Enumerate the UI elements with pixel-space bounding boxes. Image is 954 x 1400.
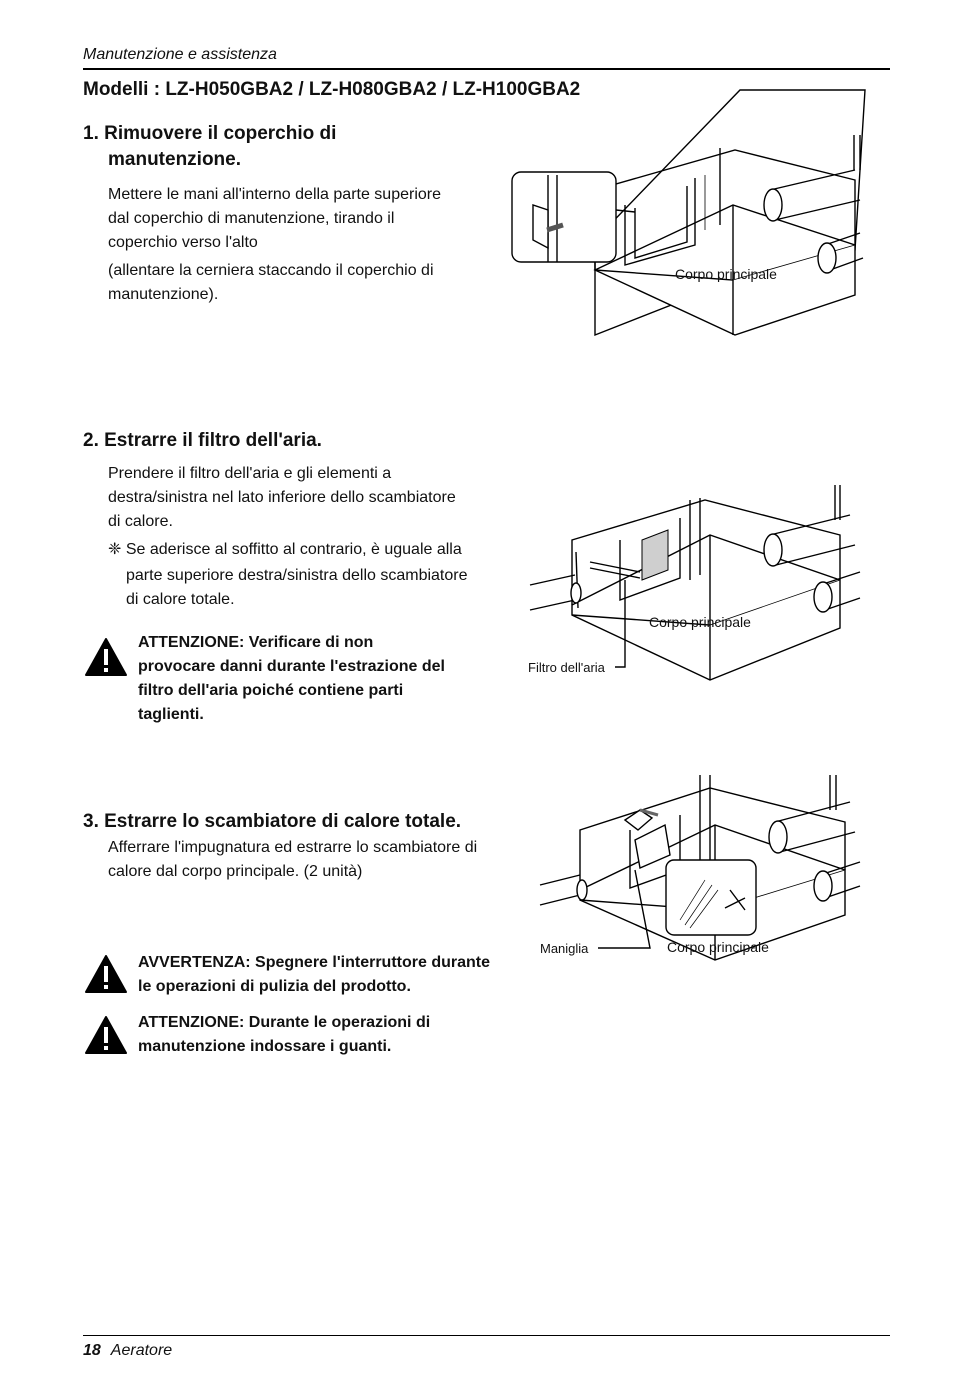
warning-triangle-icon [84,1015,128,1055]
step1-text-line: Mettere le mani all'interno della parte superiore [108,186,442,203]
fig2-label-body: Corpo principale [649,614,751,630]
step2-note-line: di calore totale. [126,591,235,608]
warning-line: le operazioni di pulizia del prodotto. [138,978,411,995]
step1-text-line: (allentare la cerniera staccando il coperchio di [108,262,434,279]
step2-note-line: ❈ Se aderisce al soffitto al contrario, è uguale alla [108,541,462,558]
step1-text-line: dal coperchio di manutenzione, tirando il [108,210,395,227]
footer-title: Aeratore [110,1342,173,1359]
fig2-label-filter: Filtro dell'aria [528,660,605,675]
step3-text [108,836,533,884]
warning-triangle-icon [84,637,128,677]
step3-warning-1 [138,951,518,999]
step3-title: 3. Estrarre lo scambiatore di calore totale. [83,811,462,832]
warning-line: ATTENZIONE: Durante le operazioni di [138,1014,431,1031]
warning-line: AVVERTENZA: Spegnere l'interruttore durante [138,954,490,971]
step3-warning-2 [138,1011,518,1059]
fig1-label-body: Corpo principale [675,266,777,282]
step1-title-line2: manutenzione. [108,149,242,170]
step1-title-line1: 1. Rimuovere il coperchio di [83,123,337,144]
warning-triangle-icon [84,954,128,994]
figure-remove-cover [505,130,895,345]
step3-text-line: calore dal corpo principale. (2 unità) [108,863,363,880]
page-number: 18 [83,1342,101,1359]
step2-text-line: di calore. [108,513,173,530]
step1-text-line: manutenzione). [108,286,219,303]
step2-text-line: Prendere il filtro dell'aria e gli elementi a [108,465,392,482]
footer-divider [83,1335,890,1336]
step1-text [108,183,508,307]
header-divider [83,68,890,70]
figure-air-filter [530,480,895,690]
step2-text-line: destra/sinistra nel lato inferiore dello scambiatore [108,489,456,506]
fig3-label-body: Corpo principale [667,939,769,955]
warning-line: provocare danni durante l'estrazione del [138,658,445,675]
step1-text-line: coperchio verso l'alto [108,234,258,251]
step2-warning [138,631,518,727]
warning-line: ATTENZIONE: Verificare di non [138,634,374,651]
page-footer [83,1342,172,1360]
warning-line: taglienti. [138,706,204,723]
fig3-label-handle: Maniglia [540,941,589,956]
step3-text-line: Afferrare l'impugnatura ed estrarre lo scambiatore di [108,839,478,856]
step2-note-line: parte superiore destra/sinistra dello scambiatore [126,567,468,584]
step2-text [108,462,518,612]
section-header: Manutenzione e assistenza [83,46,277,63]
step2-title: 2. Estrarre il filtro dell'aria. [83,430,322,451]
warning-line: manutenzione indossare i guanti. [138,1038,392,1055]
warning-line: filtro dell'aria poiché contiene parti [138,682,404,699]
step1-title [83,121,336,173]
models-title: Modelli : LZ-H050GBA2 / LZ-H080GBA2 / LZ-H100GBA2 [83,79,581,100]
